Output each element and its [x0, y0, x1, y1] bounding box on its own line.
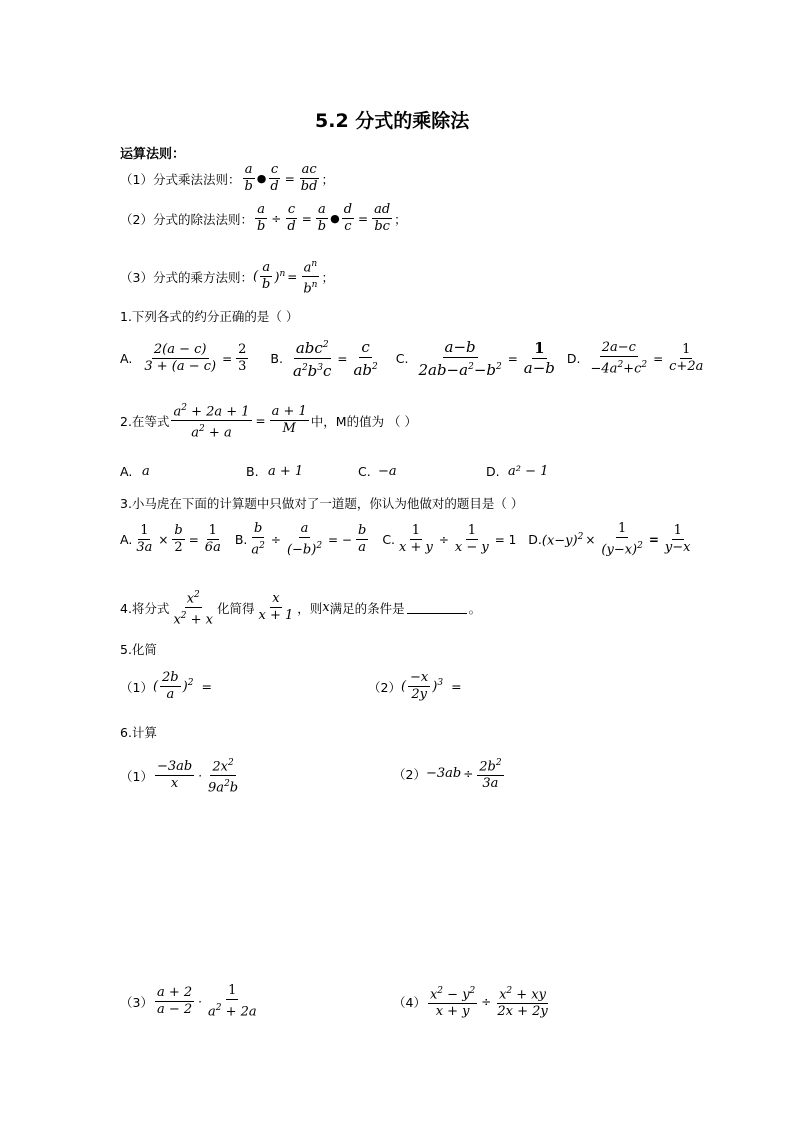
question-4-post: ，则 [297, 600, 323, 616]
fraction: $\frac{1}{x - y}$ [454, 523, 489, 556]
fraction: $\frac{a-b}{2ab-a^2-b^2}$ [418, 337, 502, 379]
option-a-value: a [142, 464, 150, 479]
fraction: $\frac{2a-c}{-4a^2+c^2}$ [590, 339, 648, 377]
fraction: $\frac{c}{ab^2}$ [353, 337, 378, 379]
question-3-stem: 3.小马虎在下面的计算题中只做对了一道题，你认为他做对的题目是（ ） [120, 496, 524, 511]
fraction: $\frac{a}{b}$ [262, 260, 271, 293]
fraction: $\frac{1}{3a}$ [136, 523, 153, 556]
rule-1: （1）分式乘法法则： $\frac{a}{b}$ ● $\frac{c}{d}$ = $\frac{ac}{bd}$ ； [120, 162, 334, 194]
question-3-options: A. $\frac{1}{3a}$ × $\frac{b}{2}$ = $\frac{1}{6a}$ B. $\frac{b}{a^2}$ ÷ $\frac{a}{(-b)^2}$ = − $\frac{b}{a}$ C. $\frac{1}{x + y}$ ÷ $\frac{1}{x - y}$ = 1 D. $(x-y)^2$ × $\frac{1}{(y-x)^2}$ = $\frac{1}{y-x}$ [120, 521, 691, 558]
fraction: $\frac{a + 1}{M}$ [271, 404, 307, 437]
question-5-stem: 5.化简 [120, 642, 157, 657]
rules-heading: 运算法则： [120, 147, 186, 162]
option-a-label: A. [120, 464, 133, 479]
fraction: $\frac{2}{3}$ [238, 342, 247, 374]
question-4-pre: 4.将分式 [120, 600, 170, 616]
semicolon: ； [321, 269, 334, 285]
fraction: $\frac{-x}{2y}$ [410, 670, 429, 702]
option-d-label: D. [566, 351, 581, 366]
fraction: $\frac{1}{c+2a}$ [669, 342, 704, 374]
fraction: $\frac{2x^2}{9a^2b}$ [206, 755, 240, 797]
fraction: $\frac{c}{d}$ [287, 202, 296, 234]
question-5-part-1: （1） ( $\frac{2b}{a}$ )$^2$ = [120, 670, 212, 702]
question-6-part-4: （4） $\frac{x^2 - y^2}{x + y}$ ÷ $\frac{x^2 + xy}{2x + 2y}$ [393, 983, 552, 1020]
equals: = [451, 679, 462, 694]
fraction: $\frac{b}{2}$ [174, 523, 183, 556]
fraction: $\frac{-3ab}{x}$ [156, 759, 193, 792]
question-6-part-3: （3） $\frac{a + 2}{a - 2}$ · $\frac{1}{a^2 + 2a}$ [120, 983, 257, 1020]
question-2-stem: 2.在等式 $\frac{a^2 + 2a + 1}{a^2 + a}$ = $\frac{a + 1}{M}$ 中，M的值为 （ ） [120, 400, 417, 442]
fraction: $\frac{x}{x + 1}$ [258, 591, 294, 624]
fraction: $\frac{2(a - c)}{3 + (a - c)}$ [144, 342, 217, 374]
variable-x: x [322, 600, 330, 616]
rule-2-label: （2）分式的除法法则： [120, 211, 253, 227]
answer-blank[interactable] [407, 601, 467, 614]
fraction: $\frac{x^2}{x^2 + x}$ [171, 587, 215, 629]
fraction: $\frac{1}{6a}$ [204, 523, 221, 556]
fraction: $\frac{a}{b}$ [244, 162, 253, 194]
option-a-label: A. [120, 351, 133, 366]
option-c-label: C. [395, 351, 409, 366]
fraction: $\frac{2b^2}{3a}$ [477, 755, 503, 792]
question-1-options: A. $\frac{2(a - c)}{3 + (a - c)}$ = $\frac{2}{3}$ B. $\frac{abc^2}{a^2b^3c}$ = $\frac{c}{ab^2}$ C. $\frac{a-b}{2ab-a^2-b^2}$ = $\frac{1}{a-b}$ D. $\frac{2a-c}{-4a^2+c^2}$ = $\frac{1}{c+2a}$ [120, 337, 704, 380]
option-d-label: D. [486, 464, 500, 479]
fraction: $\frac{abc^2}{a^2b^3c}$ [291, 336, 333, 381]
fraction: $\frac{1}{y-x}$ [664, 523, 691, 556]
fraction: $\frac{a}{(-b)^2}$ [286, 521, 323, 558]
rule-1-label: （1）分式乘法法则： [120, 171, 241, 187]
option-b-label: B. [234, 532, 248, 548]
option-b-label: B. [270, 351, 283, 366]
dot-operator: ● [256, 172, 267, 185]
semicolon: ； [394, 211, 407, 227]
question-4-mid: 化简得 [217, 600, 255, 616]
question-4-post2: 满足的条件是 [329, 600, 405, 616]
fraction: $\frac{x^2 - y^2}{x + y}$ [428, 983, 477, 1020]
part-label: （2） [368, 679, 401, 695]
rule-3-label: （3）分式的乘方法则： [120, 269, 253, 285]
fraction: $\frac{a^n}{b^n}$ [301, 256, 319, 298]
option-d-label: D. [528, 532, 542, 548]
fraction: $\frac{1}{x + y}$ [399, 523, 433, 556]
part-label: （1） [120, 768, 153, 784]
part-label: （4） [393, 994, 426, 1010]
fraction: $\frac{a + 2}{a - 2}$ [156, 985, 193, 1018]
question-2-post: 中，M的值为 （ ） [310, 413, 418, 429]
fraction: $\frac{a^2 + 2a + 1}{a^2 + a}$ [171, 400, 251, 442]
fraction: $\frac{x^2 + xy}{2x + 2y}$ [495, 983, 549, 1020]
part-label: （2） [393, 766, 426, 782]
part-label: （1） [120, 679, 153, 695]
semicolon: ； [321, 171, 334, 187]
fraction: $\frac{c}{d}$ [270, 162, 279, 194]
fraction: $\frac{a}{b}$ [317, 202, 327, 234]
dot-operator: ● [330, 212, 340, 225]
fraction: $\frac{1}{a-b}$ [523, 339, 555, 377]
question-2-pre: 2.在等式 [120, 413, 170, 429]
equals: = [201, 679, 212, 694]
option-b-label: B. [246, 464, 259, 479]
option-a-label: A. [120, 532, 133, 548]
option-c-label: C. [358, 464, 371, 479]
fraction: $\frac{b}{a^2}$ [251, 521, 265, 558]
question-6-part-2: （2） −3ab ÷ $\frac{2b^2}{3a}$ [393, 755, 506, 792]
option-c-label: C. [382, 532, 396, 548]
fraction: $\frac{1}{(y-x)^2}$ [601, 521, 643, 558]
fraction: $\frac{ac}{bd}$ [300, 162, 318, 194]
question-6-stem: 6.计算 [120, 725, 157, 740]
rule-2: （2）分式的除法法则： $\frac{a}{b}$ ÷ $\frac{c}{d}$ = $\frac{a}{b}$ ● $\frac{d}{c}$ = $\frac{ad}{bc}$ ； [120, 202, 407, 234]
question-2-options [120, 464, 548, 479]
question-4 [120, 587, 481, 629]
option-c-value: −a [378, 464, 397, 479]
rule-3: （3）分式的乘方法则： ( $\frac{a}{b}$ )$^n$ = $\frac{a^n}{b^n}$ ； [120, 256, 334, 298]
part-label: （3） [120, 994, 153, 1010]
question-6-part-1: （1） $\frac{-3ab}{x}$ · $\frac{2x^2}{9a^2b}$ [120, 755, 242, 797]
question-5-part-2: （2） ( $\frac{-x}{2y}$ )$^3$ = [368, 670, 462, 702]
fraction: $\frac{ad}{bc}$ [374, 202, 391, 234]
fraction: $\frac{a}{b}$ [256, 202, 266, 234]
option-d-value: a² − 1 [508, 464, 549, 479]
fraction: $\frac{b}{a}$ [357, 523, 367, 556]
fraction: $\frac{2b}{a}$ [162, 670, 179, 702]
fraction: $\frac{1}{a^2 + 2a}$ [207, 983, 257, 1020]
period: 。 [468, 600, 482, 616]
question-1-stem: 1.下列各式的约分正确的是（ ） [120, 309, 299, 324]
fraction: $\frac{d}{c}$ [343, 202, 353, 234]
option-b-value: a + 1 [268, 464, 304, 479]
page-title: 5.2 分式的乘除法 [315, 110, 470, 132]
